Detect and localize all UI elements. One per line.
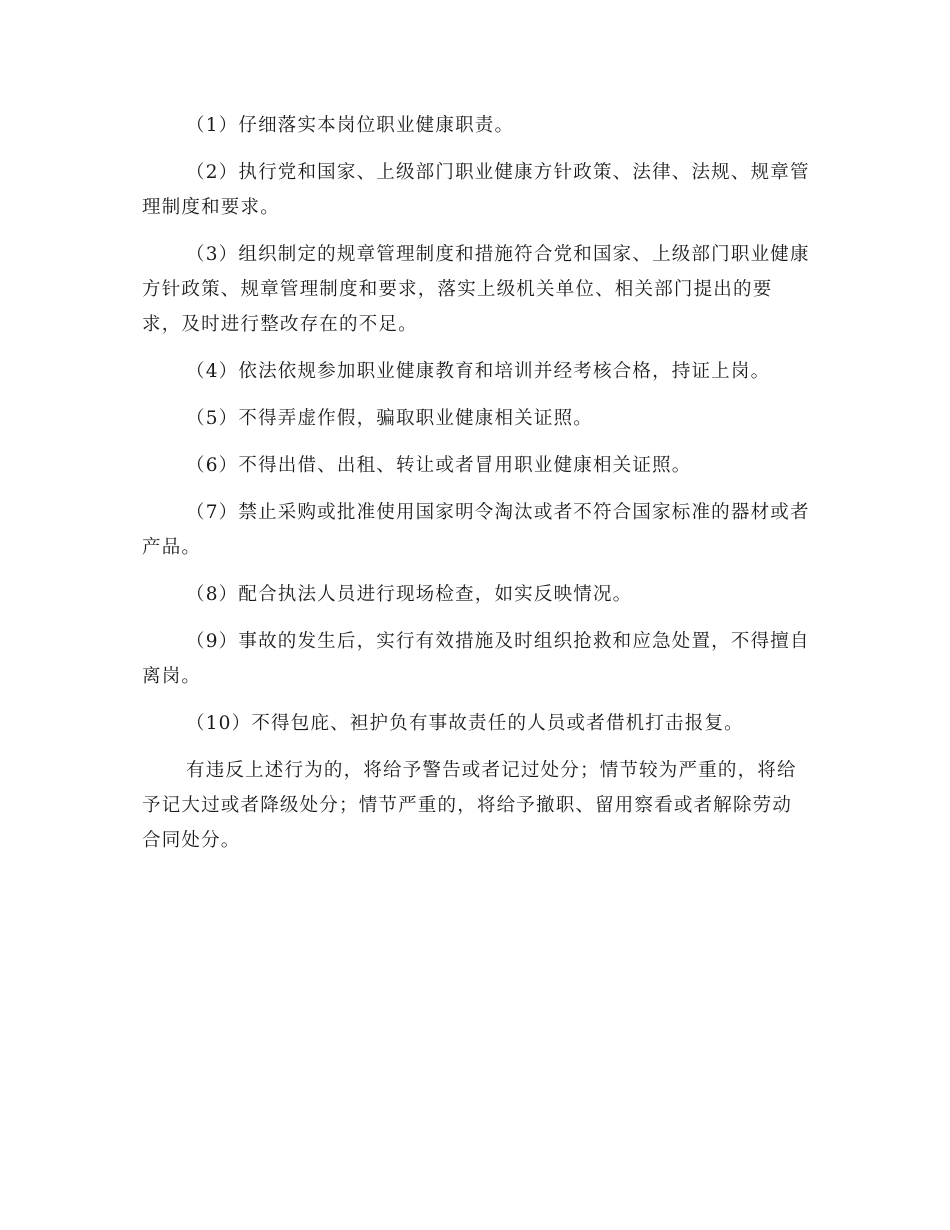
clause-1: （1）仔细落实本岗位职业健康职责。: [186, 115, 515, 136]
clause-6: （6）不得出借、出租、转让或者冒用职业健康相关证照。: [186, 455, 692, 476]
clause-10: （10）不得包庇、袒护负有事故责任的人员或者借机打击报复。: [186, 713, 744, 734]
clause-5: （5）不得弄虚作假，骗取职业健康相关证照。: [186, 408, 593, 429]
clause-4: （4）依法依规参加职业健康教育和培训并经考核合格，持证上岗。: [186, 361, 771, 382]
clause-2: （2）执行党和国家、上级部门职业健康方针政策、法律、法规、规章管理制度和要求。: [142, 162, 810, 218]
clause-3: （3）组织制定的规章管理制度和措施符合党和国家、上级部门职业健康方针政策、规章管理制度和要求，落实上级机关单位、相关部门提出的要求，及时进行整改存在的不足。: [142, 244, 810, 335]
clause-8: （8）配合执法人员进行现场检查，如实反映情况。: [186, 584, 633, 605]
closing-paragraph: 有违反上述行为的，将给予警告或者记过处分；情节较为严重的，将给予记大过或者降级处分；情节严重的，将给予撤职、留用察看或者解除劳动合同处分。: [142, 760, 797, 851]
clause-9: （9）事故的发生后，实行有效措施及时组织抢救和应急处置，不得擅自离岗。: [142, 631, 810, 687]
document-body: [142, 108, 810, 870]
clause-7: （7）禁止采购或批准使用国家明令淘汰或者不符合国家标准的器材或者产品。: [142, 502, 810, 558]
